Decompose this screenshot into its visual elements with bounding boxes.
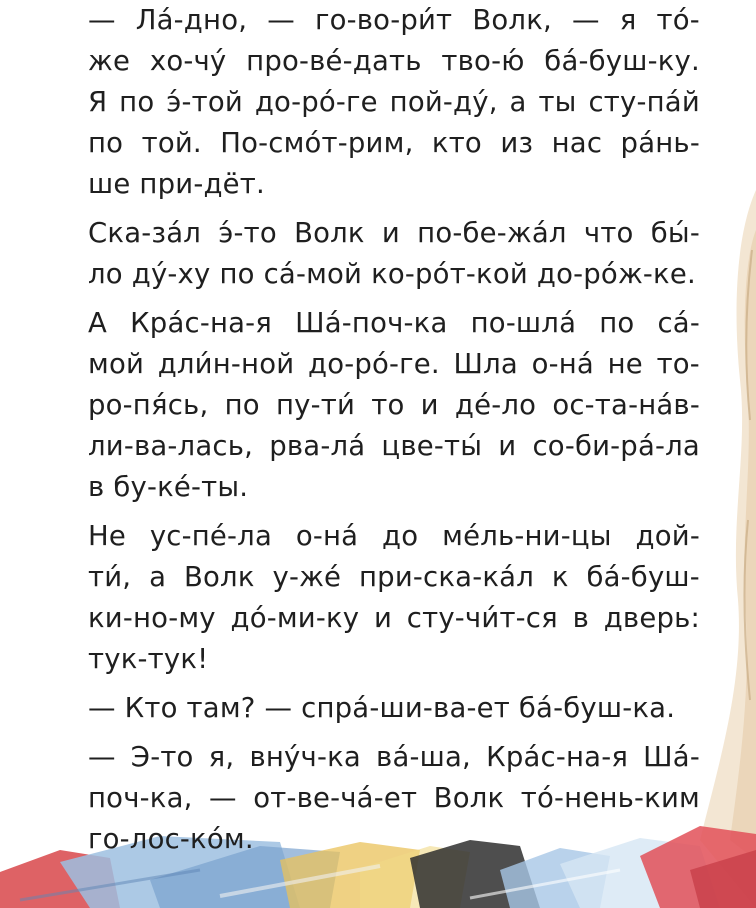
word: Э-то xyxy=(130,741,194,773)
text-line xyxy=(88,778,700,819)
word: при-ска-ка́л xyxy=(359,561,534,593)
word: по xyxy=(119,86,155,118)
word: Кра́с-на-я xyxy=(130,307,273,339)
text-line xyxy=(88,426,700,467)
word: а xyxy=(509,86,527,118)
word: по-бе-жа́л xyxy=(417,217,567,249)
text-line xyxy=(88,557,700,598)
text-line xyxy=(88,344,700,385)
word: бы́- xyxy=(650,217,700,249)
word: и xyxy=(374,602,393,634)
word: дой- xyxy=(635,520,700,552)
text-line xyxy=(88,737,700,778)
word: са́- xyxy=(657,307,700,339)
text-line: ше при-дёт. xyxy=(88,168,265,200)
text-line: тук-тук! xyxy=(88,643,209,675)
word: хо-чу́ xyxy=(149,45,227,77)
word: Ска-за́л xyxy=(88,217,202,249)
text-line xyxy=(88,303,700,344)
paragraph-gap xyxy=(88,508,700,516)
word: со-би-ра́-ла xyxy=(532,430,700,462)
word: то- xyxy=(656,348,700,380)
paragraph-gap xyxy=(88,295,700,303)
word: цве-ты́ xyxy=(381,430,483,462)
word: до́-ми-ку xyxy=(230,602,360,634)
word: Волк xyxy=(433,782,505,814)
word: по xyxy=(599,307,635,339)
word: рва-ла́ xyxy=(269,430,366,462)
word: и xyxy=(381,217,400,249)
word: По-смо́т-рим, xyxy=(220,127,414,159)
word: кто xyxy=(431,127,482,159)
text-line xyxy=(88,82,700,123)
word: про-ве́-дать xyxy=(246,45,422,77)
word: дверь: xyxy=(603,602,700,634)
text-line: го-лос-ко́м. xyxy=(88,823,254,855)
word: к xyxy=(551,561,569,593)
word: Волк xyxy=(294,217,365,249)
word: нас xyxy=(551,127,603,159)
text-line xyxy=(88,213,700,254)
word: же xyxy=(88,45,131,77)
word: что xyxy=(583,217,634,249)
word: го-во-ри́т xyxy=(314,4,453,36)
text-line xyxy=(88,516,700,557)
word: сту-чи́т-ся xyxy=(406,602,558,634)
word: я xyxy=(619,4,637,36)
paragraph-gap xyxy=(88,729,700,737)
word: ро-пя́сь, xyxy=(88,389,209,421)
paragraph-gap xyxy=(88,205,700,213)
word: — xyxy=(572,4,600,36)
word: Кра́с-на-я xyxy=(486,741,629,773)
word: ме́ль-ни-цы xyxy=(442,520,612,552)
word: э́-той xyxy=(166,86,243,118)
text-line xyxy=(88,41,700,82)
word: пу-ти́ xyxy=(275,389,356,421)
word: сту-па́й xyxy=(588,86,700,118)
word: ли-ва-лась, xyxy=(88,430,254,462)
word: ва́-ша, xyxy=(376,741,471,773)
story-paragraph xyxy=(88,303,700,508)
word: о-на́ xyxy=(531,348,594,380)
word: э́-то xyxy=(218,217,277,249)
word: у-же́ xyxy=(272,561,342,593)
word: и xyxy=(420,389,439,421)
word: то xyxy=(371,389,405,421)
word: и xyxy=(498,430,517,462)
word: от-ве-ча́-ет xyxy=(253,782,418,814)
word: Не xyxy=(88,520,126,552)
word: то́- xyxy=(656,4,700,36)
text-line: — Кто там? — спра́-ши-ва-ет ба́-буш-ка. xyxy=(88,692,676,724)
word: Волк, xyxy=(472,4,552,36)
word: А xyxy=(88,307,108,339)
word: не xyxy=(607,348,643,380)
word: Ла́-дно, xyxy=(135,4,248,36)
word: по-шла́ xyxy=(470,307,577,339)
word: о-на́ xyxy=(295,520,359,552)
story-paragraph xyxy=(88,516,700,680)
word: ра́нь- xyxy=(620,127,700,159)
text-line xyxy=(88,123,700,164)
paragraph-gap xyxy=(88,680,700,688)
word: пой-ду́, xyxy=(389,86,498,118)
word: из xyxy=(500,127,534,159)
word: Шла xyxy=(453,348,518,380)
word: — xyxy=(209,782,237,814)
paragraph-list xyxy=(88,0,700,860)
word: то́-нень-ким xyxy=(520,782,700,814)
word: ты xyxy=(538,86,577,118)
word: по xyxy=(224,389,260,421)
word: мой xyxy=(88,348,145,380)
word: ти́, xyxy=(88,561,132,593)
word: ос-та-на́в- xyxy=(552,389,700,421)
word: дли́н-ной xyxy=(157,348,295,380)
word: — xyxy=(267,4,295,36)
word: ба́-буш-ку. xyxy=(544,45,700,77)
story-paragraph xyxy=(88,737,700,860)
story-paragraph xyxy=(88,688,700,729)
word: — xyxy=(88,741,116,773)
word: ки-но-му xyxy=(88,602,216,634)
word: Я xyxy=(88,86,108,118)
word: тво-ю́ xyxy=(441,45,525,77)
right-edge-figure xyxy=(700,190,756,908)
word: до xyxy=(382,520,419,552)
word: той. xyxy=(141,127,202,159)
word: а xyxy=(149,561,167,593)
word: Ша́- xyxy=(643,741,700,773)
story-paragraph xyxy=(88,213,700,295)
word: ус-пе́-ла xyxy=(149,520,272,552)
word: по xyxy=(88,127,124,159)
word: поч-ка, xyxy=(88,782,193,814)
text-line xyxy=(88,0,700,41)
word: Ша́-поч-ка xyxy=(295,307,448,339)
story-text xyxy=(88,0,700,860)
word: в xyxy=(572,602,589,634)
word: — xyxy=(88,4,116,36)
word: до-ро́-ге. xyxy=(307,348,440,380)
word: вну́ч-ка xyxy=(249,741,361,773)
text-line xyxy=(88,385,700,426)
story-paragraph xyxy=(88,0,700,205)
word: де́-ло xyxy=(454,389,537,421)
text-line xyxy=(88,598,700,639)
word: ба́-буш- xyxy=(586,561,700,593)
text-line: в бу-ке́-ты. xyxy=(88,471,249,503)
word: Волк xyxy=(183,561,255,593)
text-line: ло ду́-ху по са́-мой ко-ро́т-кой до-ро́ж-ке. xyxy=(88,258,696,290)
word: до-ро́-ге xyxy=(254,86,378,118)
word: я, xyxy=(208,741,235,773)
